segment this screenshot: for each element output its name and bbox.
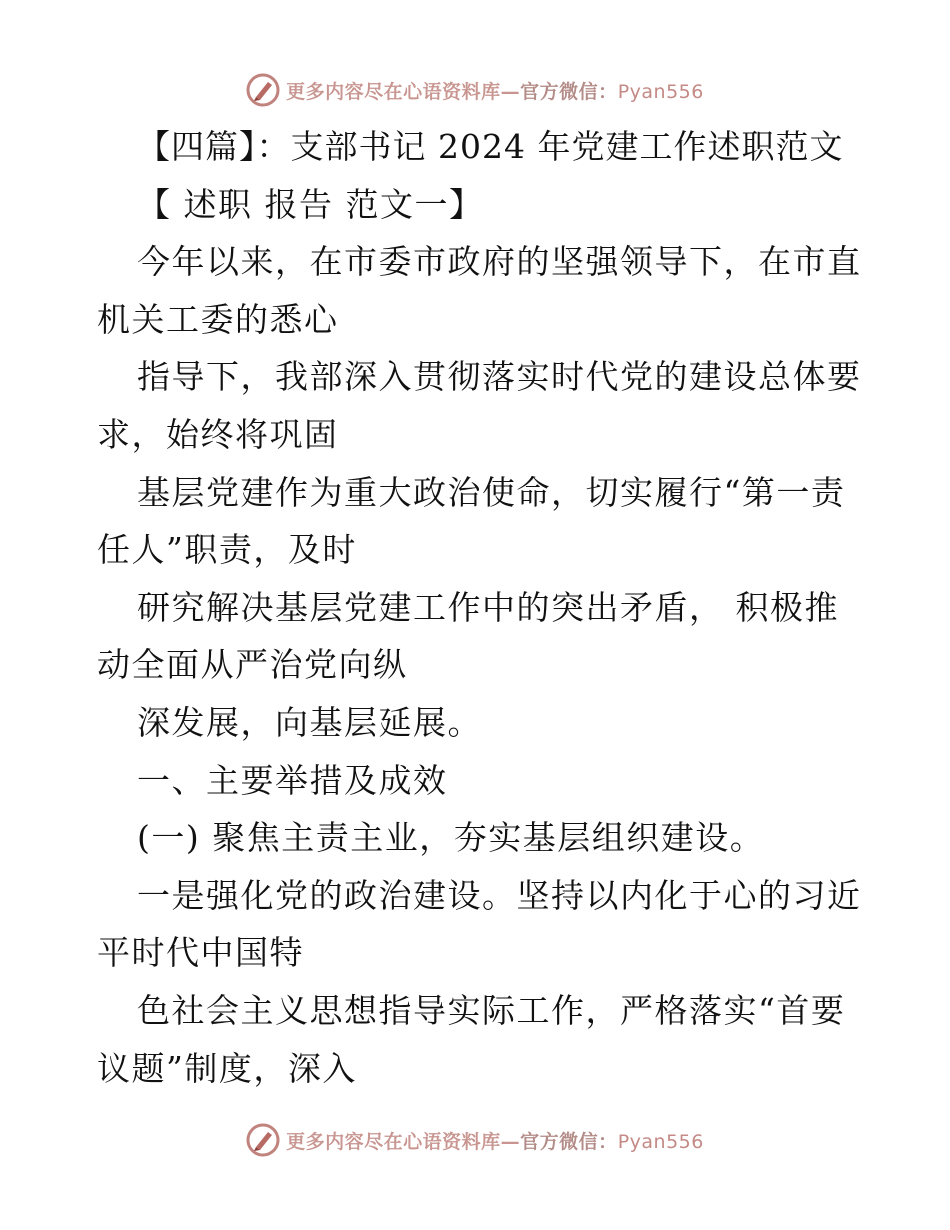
watermark-wechat-label: 官方微信： — [520, 1130, 618, 1153]
section-heading: 一、主要举措及成效 — [137, 760, 448, 800]
pen-logo-icon — [246, 73, 280, 107]
paragraph-line: 动全面从严治党向纵 — [97, 645, 408, 685]
watermark-text — [286, 1127, 704, 1154]
paragraph-line: 色社会主义思想指导实际工作，严格落实“首要 — [137, 990, 846, 1030]
paragraph-line: 基层党建作为重大政治使命，切实履行“第一责 — [137, 472, 846, 512]
watermark-wechat-id: Pyan556 — [617, 80, 704, 103]
watermark-main: 更多内容尽在心语资料库 — [286, 1130, 501, 1153]
watermark-wechat-id: Pyan556 — [617, 1130, 704, 1153]
paragraph-line: 议题”制度，深入 — [97, 1048, 357, 1088]
paragraph-line: 今年以来，在市委市政府的坚强领导下，在市直 — [137, 242, 862, 282]
watermark-wechat-label: 官方微信： — [520, 80, 618, 103]
subsection-heading: (一) 聚焦主责主业，夯实基层组织建设。 — [137, 818, 765, 858]
watermark-separator: — — [500, 1130, 521, 1153]
paragraph-line: 求，始终将巩固 — [97, 414, 339, 454]
document-body — [97, 118, 862, 1097]
paragraph-line: 机关工委的悉心 — [97, 299, 339, 339]
watermark-text — [286, 77, 704, 104]
paragraph-line: 一是强化党的政治建设。坚持以内化于心的习近 — [137, 875, 862, 915]
document-subtitle: 【 述职 报告 范文一】 — [137, 184, 484, 224]
watermark-separator: — — [500, 80, 521, 103]
paragraph-line: 指导下，我部深入贯彻落实时代党的建设总体要 — [137, 357, 862, 397]
watermark-main: 更多内容尽在心语资料库 — [286, 80, 501, 103]
paragraph-line: 研究解决基层党建工作中的突出矛盾， 积极推 — [137, 587, 839, 627]
pen-logo-icon — [246, 1123, 280, 1157]
document-title: 【四篇】：支部书记 2024 年党建工作述职范文 — [137, 127, 844, 166]
watermark-banner-bottom — [0, 1120, 950, 1160]
watermark-banner-top — [0, 70, 950, 110]
paragraph-line: 平时代中国特 — [97, 933, 304, 973]
paragraph-line: 任人”职责，及时 — [97, 530, 357, 570]
paragraph-line: 深发展，向基层延展。 — [137, 702, 482, 742]
